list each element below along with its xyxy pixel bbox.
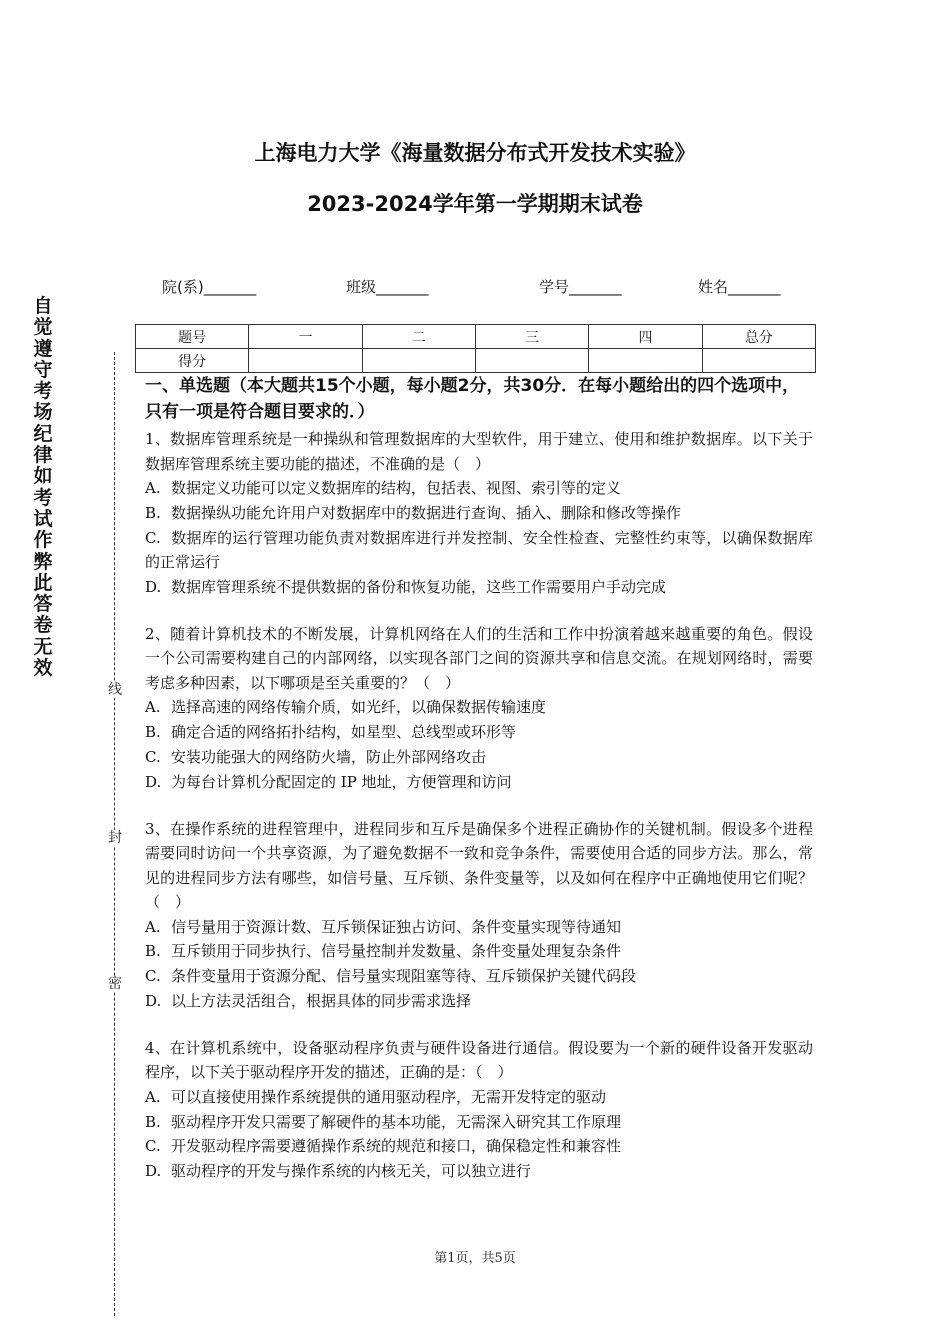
option [145,526,813,576]
option-label: D. [145,772,162,791]
side-notice-char: 遵 [33,337,53,360]
side-notice-char: 考 [33,380,53,403]
option-label: D. [145,1162,162,1181]
side-notice-char: 守 [33,358,53,381]
score-table-header-cell: 题号 [136,325,249,349]
option-label: B. [145,942,161,961]
question [145,817,813,1014]
option-label: B. [145,1112,161,1131]
option-label: C. [145,528,161,547]
side-notice-char: 自 [33,295,53,317]
class-field: 班级_______ [346,278,429,296]
seal-mark-line: 线 [108,682,122,698]
score-cell [589,349,702,373]
name-field: 姓名_______ [698,278,781,296]
option-label: B. [145,503,161,522]
option-label: D. [145,992,162,1011]
option-text: 安装功能强大的网络防火墙，防止外部网络攻击 [171,748,487,767]
option-label: C. [145,1137,161,1156]
question-stem: 2、随着计算机技术的不断发展，计算机网络在人们的生活和工作中扮演着越来越重要的角色。假设一个公司需要构建自己的内部网络，以实现各部门之间的资源共享和信息交流。在规划网络时，需要考虑多种因素，以下哪项是至关重要的？（ ） [145,624,813,692]
side-notice-char: 作 [33,529,53,552]
option [145,720,813,745]
option-label: A. [145,917,161,936]
exam-content [145,373,813,1184]
score-cell [249,349,362,373]
option [145,745,813,770]
side-notice-char: 弊 [33,550,53,573]
question-stem: 1、数据库管理系统是一种操纵和管理数据库的大型软件，用于建立、使用和维护数据库。以下关于数据库管理系统主要功能的描述，不准确的是（ ） [145,430,813,473]
option-text: 以上方法灵活组合，根据具体的同步需求选择 [171,992,472,1011]
option-label: C. [145,748,161,767]
side-notice-char: 答 [33,593,53,616]
option [145,695,813,720]
score-cell [362,349,475,373]
option [145,939,813,964]
exam-title: 上海电力大学《海量数据分布式开发技术实验》 [254,141,696,165]
score-table-header-cell: 总分 [702,325,815,349]
section-heading: 一、单选题（本大题共15个小题，每小题2分，共30分．在每小题给出的四个选项中，只有一项是符合题目要求的．） [145,376,800,422]
option-label: B. [145,723,161,742]
student-id-field: 学号_______ [539,278,622,296]
exam-subtitle: 2023-2024学年第一学期期末试卷 [307,192,643,216]
option-text: 驱动程序的开发与操作系统的内核无关，可以独立进行 [171,1162,532,1181]
option-text: 数据操纵功能允许用户对数据库中的数据进行查询、插入、删除和修改等操作 [171,503,682,522]
score-cell [475,349,588,373]
option-text: 确定合适的网络拓扑结构，如星型、总线型或环形等 [171,723,517,742]
side-notice-char: 考 [33,486,53,509]
option-text: 可以直接使用操作系统提供的通用驱动程序，无需开发特定的驱动 [171,1087,607,1106]
option-label: C. [145,967,161,986]
option-text: 数据定义功能可以定义数据库的结构，包括表、视图、索引等的定义 [171,479,622,497]
department-field: 院(系)_______ [162,278,257,296]
side-notice-char: 卷 [33,614,53,637]
score-cell [702,349,815,373]
option [145,476,813,501]
question-stem: 3、在操作系统的进程管理中，进程同步和互斥是确保多个进程正确协作的关键机制。假设多个进程需要同时访问一个共享资源，为了避免数据不一致和竞争条件，需要使用合适的同步方法。那么，常见的进程同步方法有哪些，如信号量、互斥锁、条件变量等，以及如何在程序中正确地使用它们呢？（ ） [145,819,813,912]
score-table-header-cell: 三 [475,325,588,349]
option [145,964,813,989]
option-text: 驱动程序开发只需要了解硬件的基本功能，无需深入研究其工作原理 [171,1112,622,1131]
side-honesty-notice [30,296,56,679]
option [145,575,813,600]
side-notice-char: 试 [33,507,53,530]
score-table-header-cell: 四 [589,325,702,349]
score-table-header-cell: 二 [362,325,475,349]
question [145,622,813,795]
option-label: A. [145,698,161,717]
option-text: 选择高速的网络传输介质，如光纤，以确保数据传输速度 [171,698,547,717]
option-text: 数据库管理系统不提供数据的备份和恢复功能，这些工作需要用户手动完成 [171,578,667,597]
option [145,1110,813,1135]
seal-mark-secret: 密 [108,976,122,992]
side-notice-char: 无 [33,635,53,658]
option [145,501,813,526]
side-notice-char: 此 [33,571,53,594]
option [145,1085,813,1110]
side-notice-char: 如 [33,465,53,488]
option [145,989,813,1014]
option-text: 信号量用于资源计数、互斥锁保证独占访问、条件变量实现等待通知 [171,917,622,936]
side-notice-char: 场 [33,401,53,424]
page-footer: 第1页，共5页 [434,1251,516,1266]
score-table-header-cell: 一 [249,325,362,349]
side-notice-char: 律 [33,444,53,467]
score-row-label: 得分 [136,349,249,373]
option-text: 开发驱动程序需要遵循操作系统的规范和接口，确保稳定性和兼容性 [171,1137,622,1156]
option [145,1159,813,1184]
seal-mark-seal: 封 [108,830,122,846]
option-label: A. [145,479,161,497]
option-label: A. [145,1087,161,1106]
question [145,1036,813,1184]
side-notice-char: 觉 [33,316,53,339]
side-notice-char: 效 [33,657,53,680]
option [145,770,813,795]
question [145,427,813,600]
score-table-score-row [136,349,816,373]
option-label: D. [145,578,162,597]
option [145,915,813,940]
option-text: 互斥锁用于同步执行、信号量控制并发数量、条件变量处理复杂条件 [171,942,622,961]
score-table-header-row [136,325,816,349]
option-text: 数据库的运行管理功能负责对数据库进行并发控制、安全性检查、完整性约束等，以确保数据库的正常运行 [145,528,813,572]
score-table [135,324,816,373]
option-text: 为每台计算机分配固定的 IP 地址，方便管理和访问 [171,772,512,791]
option [145,1134,813,1159]
option-text: 条件变量用于资源分配、信号量实现阻塞等待、互斥锁保护关键代码段 [171,967,637,986]
side-notice-char: 纪 [33,422,53,445]
question-stem: 4、在计算机系统中，设备驱动程序负责与硬件设备进行通信。假设要为一个新的硬件设备开发驱动程序，以下关于驱动程序开发的描述，正确的是：（ ） [145,1038,813,1082]
